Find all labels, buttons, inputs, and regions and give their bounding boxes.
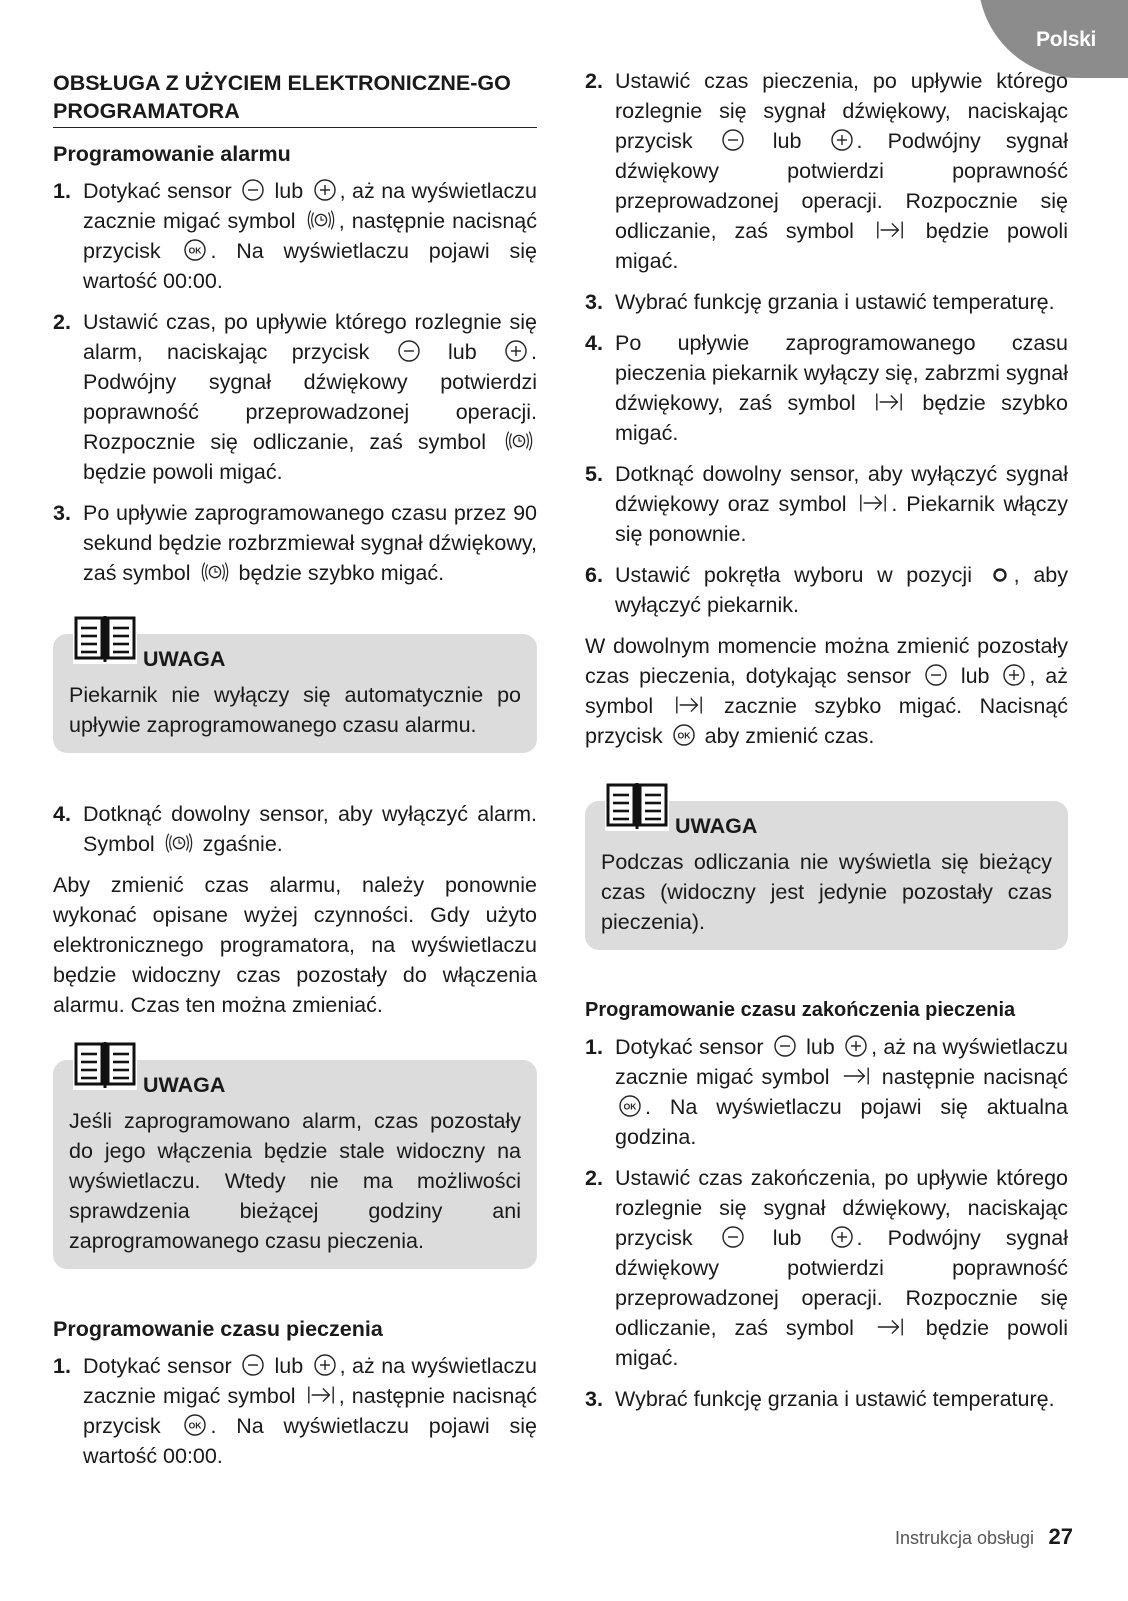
minus-circle-icon [241, 178, 265, 202]
footer-label: Instrukcja obsługi [894, 1528, 1035, 1548]
end-time-icon [841, 1064, 871, 1088]
ok-button-icon [183, 1413, 207, 1437]
list-item: 1. Dotykać sensor lub , aż na wyświetlaczu zacznie migać symbol następnie nacisnąć . Na wyświetlaczu pojawi się aktualna godzina. [585, 1032, 1068, 1152]
alarm-steps [53, 176, 537, 588]
list-item: 1. Dotykać sensor lub , aż na wyświetlaczu zacznie migać symbol , następnie nacisnąć przycisk . Na wyświetlaczu pojawi się wartość 00:00. [53, 1351, 537, 1471]
duration-icon [858, 491, 888, 515]
step-number: 2. [585, 1166, 603, 1190]
note-box [585, 801, 1068, 950]
duration-icon [875, 218, 905, 242]
language-label: Polski [1036, 28, 1097, 51]
step-number: 3. [585, 1387, 603, 1411]
plus-circle-icon [504, 339, 528, 363]
left-column [53, 66, 537, 1482]
page-number: 27 [1048, 1524, 1073, 1549]
note-title: UWAGA [143, 647, 226, 671]
duration-icon [874, 390, 904, 414]
minus-circle-icon [721, 1225, 745, 1249]
step-number: 4. [53, 802, 71, 826]
plus-circle-icon [830, 1225, 854, 1249]
baking-steps [53, 1351, 537, 1471]
alarm-bell-icon [200, 560, 230, 584]
note-title: UWAGA [675, 814, 758, 838]
step-number: 4. [585, 331, 603, 355]
alarm-bell-icon [164, 831, 194, 855]
note-text: Jeśli zaprogramowano alarm, czas pozostały do jego włączenia będzie stale widoczny na wyświetlaczu. Wtedy nie ma możliwości sprawdzenia bieżącej godziny ani zaprogramowanego czasu pieczenia. [69, 1109, 521, 1253]
minus-circle-icon [773, 1034, 797, 1058]
plus-circle-icon [844, 1034, 868, 1058]
duration-icon [674, 693, 704, 717]
ok-button-icon [183, 238, 207, 262]
plus-circle-icon [313, 1353, 337, 1377]
paragraph: W dowolnym momencie można zmienić pozostały czas pieczenia, dotykając sensor lub , aż symbol zacznie szybko migać. Nacisnąć przycisk aby zmienić czas. [585, 634, 1068, 748]
list-item: 3. Po upływie zaprogramowanego czasu przez 90 sekund będzie rozbrzmiewał sygnał dźwiękowy, zaś symbol będzie szybko migać. [53, 498, 537, 588]
paragraph: Aby zmienić czas alarmu, należy ponownie wykonać opisane wyżej czynności. Gdy użyto elektronicznego programatora, na wyświetlaczu będzie widoczny czas pozostały do włączenia alarmu. Czas ten można zmieniać. [53, 873, 537, 1017]
list-item: 3. Wybrać funkcję grzania i ustawić temperaturę. [585, 287, 1068, 317]
list-item: 2. Ustawić czas, po upływie którego rozlegnie się alarm, naciskając przycisk lub . Podwójny sygnał dźwiękowy potwierdzi poprawność przeprowadzonej operacji. Rozpocznie się odliczanie, zaś symbol będzie powoli migać. [53, 307, 537, 487]
step-number: 1. [53, 1354, 71, 1378]
list-item: 4. Po upływie zaprogramowanego czasu pieczenia piekarnik wyłączy się, zabrzmi sygnał dźwiękowy, zaś symbol będzie szybko migać. [585, 328, 1068, 448]
step-number: 1. [585, 1035, 603, 1059]
note-text: Podczas odliczania nie wyświetla się bieżący czas (widoczny jest jedynie pozostały czas pieczenia). [601, 850, 1052, 934]
ok-button-icon [618, 1094, 642, 1118]
step-number: 3. [585, 290, 603, 314]
step-number: 6. [585, 563, 603, 587]
page-footer [895, 1524, 1073, 1550]
alarm-steps-continued [53, 799, 537, 859]
end-time-icon [875, 1315, 905, 1339]
minus-circle-icon [397, 339, 421, 363]
section-title: OBSŁUGA Z UŻYCIEM ELEKTRONICZNE-GO PROGRAMATORA [53, 69, 537, 128]
ok-button-icon [672, 723, 696, 747]
note-book-icon [73, 1040, 137, 1090]
minus-circle-icon [241, 1353, 265, 1377]
list-item: 2. Ustawić czas pieczenia, po upływie którego rozlegnie się sygnał dźwiękowy, naciskając przycisk lub . Podwójny sygnał dźwiękowy potwierdzi poprawność przeprowadzonej operacji. Rozpocznie się odliczanie, zaś symbol będzie powoli migać. [585, 66, 1068, 276]
minus-circle-icon [721, 128, 745, 152]
note-text: Piekarnik nie wyłączy się automatycznie po upływie zaprogramowanego czasu alarmu. [69, 683, 521, 737]
note-book-icon [73, 614, 137, 664]
list-item: 1. Dotykać sensor lub , aż na wyświetlaczu zacznie migać symbol , następnie nacisnąć przycisk . Na wyświetlaczu pojawi się wartość 00:00. [53, 176, 537, 296]
step-number: 2. [53, 310, 71, 334]
plus-circle-icon [1002, 663, 1026, 687]
minus-circle-icon [924, 663, 948, 687]
step-number: 2. [585, 69, 603, 93]
list-item: 2. Ustawić czas zakończenia, po upływie którego rozlegnie się sygnał dźwiękowy, naciskając przycisk lub . Podwójny sygnał dźwiękowy potwierdzi poprawność przeprowadzonej operacji. Rozpocznie się odliczanie, zaś symbol będzie powoli migać. [585, 1163, 1068, 1373]
list-item: 3. Wybrać funkcję grzania i ustawić temperaturę. [585, 1384, 1068, 1414]
off-position-icon [989, 564, 1011, 586]
plus-circle-icon [830, 128, 854, 152]
list-item: 5. Dotknąć dowolny sensor, aby wyłączyć sygnał dźwiękowy oraz symbol . Piekarnik włączy się ponownie. [585, 459, 1068, 549]
list-item: 6. Ustawić pokrętła wyboru w pozycji , aby wyłączyć piekarnik. [585, 560, 1068, 620]
duration-icon [306, 1383, 336, 1407]
right-column [585, 66, 1068, 1425]
end-time-steps [585, 1032, 1068, 1414]
end-time-heading: Programowanie czasu zakończenia pieczenia [585, 999, 1016, 1021]
note-box [53, 1060, 537, 1269]
step-number: 3. [53, 501, 71, 525]
alarm-heading: Programowanie alarmu [53, 142, 291, 166]
alarm-bell-icon [504, 429, 534, 453]
note-title: UWAGA [143, 1073, 226, 1097]
note-box [53, 634, 537, 753]
step-number: 1. [53, 179, 71, 203]
baking-steps-continued [585, 66, 1068, 620]
step-number: 5. [585, 462, 603, 486]
plus-circle-icon [313, 178, 337, 202]
note-book-icon [605, 781, 669, 831]
alarm-bell-icon [306, 208, 336, 232]
baking-heading: Programowanie czasu pieczenia [53, 1317, 383, 1341]
list-item: 4. Dotknąć dowolny sensor, aby wyłączyć alarm. Symbol zgaśnie. [53, 799, 537, 859]
